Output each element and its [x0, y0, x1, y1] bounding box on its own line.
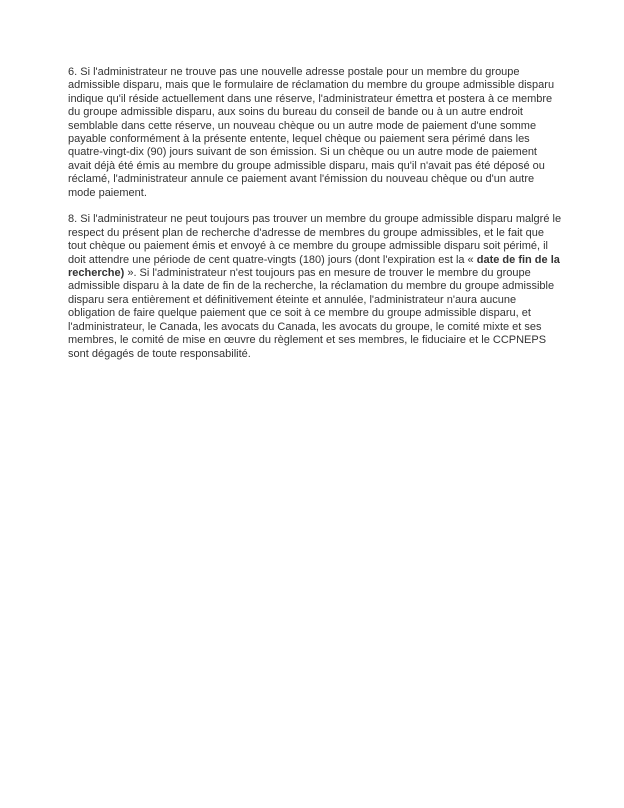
text-segment: 8. Si l'administrateur ne peut toujours pas trouver un membre du groupe admissible disparu malgré le respect du présent plan de recherche d'adresse de membres du groupe admissibles, et le fait que tout chèque ou paiement émis et envoyé à ce membre du groupe admissible disparu soit périmé, il doit attendre une période de cent quatre-vingts (180) jours (dont l'expiration est la « [68, 213, 562, 266]
text-segment: ». Si l'administrateur n'est toujours pas en mesure de trouver le membre du groupe admissible disparu à la date de fin de la recherche, la réclamation du membre du groupe admissible disparu sera entièrement et définitivement éteinte et annulée, l'administrateur n'aura aucune obligation de faire quelque paiement que ce soit à ce membre du groupe admissible disparu, et l'administrateur, le Canada, les avocats du Canada, les avocats du groupe, le comité mixte et ses membres, le comité de mise en œuvre du règlement et ses membres, le fiduciaire et le CCPNEPS sont dégagés de toute responsabilité. [68, 267, 555, 360]
paragraph-6 [68, 66, 562, 200]
text-segment-bold: date de fin de la recherche) [68, 253, 560, 280]
document-text-block [68, 66, 562, 374]
text-segment: 6. Si l'administrateur ne trouve pas une nouvelle adresse postale pour un membre du groupe admissible disparu, mais que le formulaire de réclamation du membre du groupe admissible disparu indique qu'il réside actuellement dans une réserve, l'administrateur émettra et postera à ce membre du groupe admissible disparu, aux soins du bureau du conseil de bande ou à un autre endroit semblable dans cette réserve, un nouveau chèque ou un autre mode de paiement d'une somme payable conformément à la présente entente, lequel chèque ou paiement sera périmé dans les quatre-vingt-dix (90) jours suivant de son émission. Si un chèque ou un autre mode de paiement avait déjà été émis au membre du groupe admissible disparu, mais qu'il n'avait pas été déposé ou réclamé, l'administrateur annule ce paiement avant l'émission du nouveau chèque ou d'un autre mode paiement. [68, 66, 555, 199]
paragraph-8 [68, 213, 562, 360]
